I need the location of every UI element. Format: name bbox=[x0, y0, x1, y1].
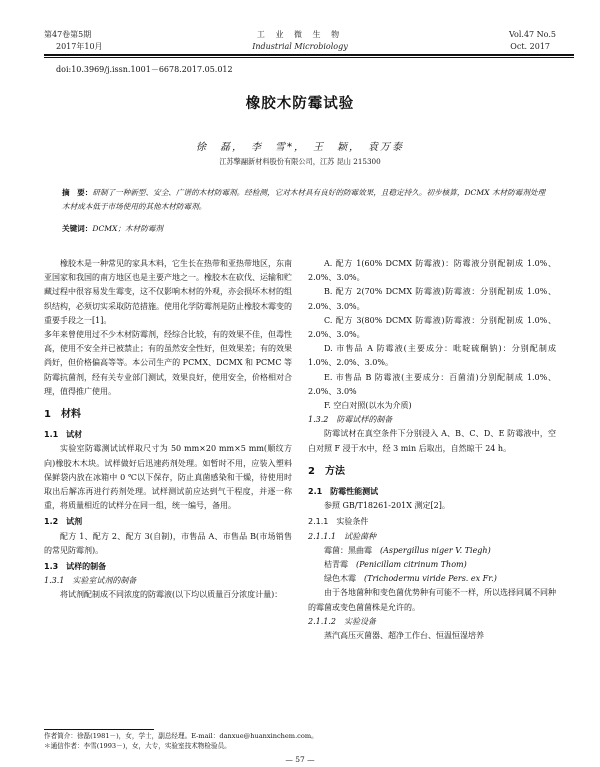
paragraph-strain-note: 由于各地菌种和变色菌优势种有可能不一样，所以选择同属不同种的霉菌或变色菌菌株是允许的。 bbox=[308, 588, 556, 612]
footnote-corresponding: ＊通信作者：李雪(1993－)，女，大专，实验室技术物检验员。 bbox=[44, 742, 231, 750]
keywords-label: 关键词： bbox=[62, 224, 93, 233]
mold-strain-1 bbox=[308, 544, 556, 558]
left-column bbox=[44, 257, 292, 603]
mold-strain-2-latin: (Penicillam citrinum Thom) bbox=[356, 560, 467, 570]
right-column bbox=[308, 257, 556, 643]
subsection-heading-2-1: 2.1 防霉性能测试 bbox=[308, 487, 379, 497]
formula-item-d: D. 市售品 A 防霉液(主要成分：吡啶硫酮钠)：分别配制成 1.0%、2.0%、3.0%。 bbox=[308, 344, 556, 368]
abstract bbox=[62, 186, 552, 214]
subsection-heading-1-3-2: 1.3.2 防霉试样的制备 bbox=[308, 415, 393, 425]
header-rule bbox=[44, 54, 574, 56]
affiliation: 江苏擎翮新材料股份有限公司，江苏 昆山 215300 bbox=[219, 157, 381, 166]
header-journal-cn: 工 业 微 生 物 bbox=[256, 30, 344, 39]
paragraph-equipment: 蒸汽高压灭菌器、超净工作台、恒温恒湿培养 bbox=[324, 631, 484, 641]
formula-item-a: A. 配方 1(60% DCMX 防霉液)：防霉液分别配制成 1.0%、2.0%、3.0%。 bbox=[308, 259, 556, 283]
subsection-heading-2-1-1: 2.1.1 实验条件 bbox=[308, 517, 369, 527]
keywords bbox=[62, 223, 552, 234]
paragraph-1-3-2: 防霉试材在真空条件下分别浸入 A、B、C、D、E 防霉液中，空白对照 F 浸于水中，经 3 min 后取出，自然晾干 24 h。 bbox=[308, 429, 556, 453]
header-date-cn: 2017年10月 bbox=[56, 42, 103, 51]
mold-strain-2-name: 桔青霉 bbox=[324, 560, 348, 570]
subsection-heading-2-1-1-1: 2.1.1.1 试验菌种 bbox=[308, 531, 376, 541]
paragraph-1-3-1: 将试剂配制成不同浓度的防霉液(以下均以质量百分浓度计量)： bbox=[60, 590, 283, 600]
subsection-heading-1-3: 1.3 试样的制备 bbox=[44, 562, 107, 572]
formula-item-e: E. 市售品 B 防霉液(主要成分：百菌清)分别配制成 1.0%、2.0%、3.0% bbox=[308, 372, 556, 396]
formula-item-f: F. 空白对照(以水为介质) bbox=[324, 401, 412, 411]
formula-item-b: B. 配方 2(70% DCMX 防霉液)防霉液：分别配制成 1.0%、2.0%、3.0%。 bbox=[308, 287, 556, 311]
mold-strain-1-name: 霉菌：黑曲霉 bbox=[324, 545, 372, 555]
subsection-heading-1-2: 1.2 试剂 bbox=[44, 517, 83, 527]
header-date-en: Oct. 2017 bbox=[510, 42, 550, 51]
abstract-label: 摘 要： bbox=[62, 188, 93, 197]
subsection-heading-1-1: 1.1 试材 bbox=[44, 430, 83, 440]
paragraph-2-1: 参照 GB/T18261-201X 测定[2]。 bbox=[324, 501, 450, 511]
intro-paragraph-1: 橡胶木是一种常见的家具木料，它生长在热带和亚热带地区，东南亚国家和我国的南方地区也是主要产地之一。橡胶木在砍伐、运输和贮藏过程中很容易发生霉变，这不仅影响木材的外观，亦会损坏木材的组织结构，必须切实采取防范措施。使用化学防霉剂是防止橡胶木霉变的重要手段之一[1]。 bbox=[44, 259, 292, 325]
paragraph-1-1: 实验室防霉测试试样取尺寸为 50 mm×20 mm×5 mm(顺纹方向)橡胶木木块。试样做好后迅速药剂处理。如暂时不用，应装入塑料保鲜袋内放在冰箱中 0 ℃以下保存，防止真菌感染和干燥，待使用时取出后解冻再进行药剂处理。试样测试前应达到气干程度，并逐一称重，将质量相近的试样分在同一组，统一编号，备用。 bbox=[44, 444, 292, 511]
header-volume-cn: 第47卷第5期 bbox=[44, 30, 92, 39]
section-heading-methods: 2 方法 bbox=[308, 465, 345, 477]
subsection-heading-1-3-1: 1.3.1 实验室试剂的制备 bbox=[44, 576, 137, 586]
abstract-text: 研制了一种新型、安全、广谱的木材防霉剂。经检测，它对木材具有良好的防霉效果，且稳定持久。初步核算，DCMX 木材防霉剂处理木材成本低于市场使用的其他木材防霉剂。 bbox=[62, 188, 546, 211]
section-heading-materials: 1 材料 bbox=[44, 409, 81, 421]
mold-strain-3-latin: (Trichodermu viride Pers. ex Fr.) bbox=[364, 574, 497, 584]
mold-strain-1-latin: (Aspergillus niger V. Tiegh) bbox=[380, 545, 491, 555]
footnote-rule bbox=[44, 729, 154, 730]
subsection-heading-2-1-1-2: 2.1.1.2 实验设备 bbox=[308, 616, 376, 626]
mold-strain-3-name: 绿色木霉 bbox=[324, 574, 356, 584]
intro-paragraph-2: 多年来曾使用过不少木材防霉剂，经综合比较，有的效果不佳，但毒性高，使用不安全并已被禁止；有的虽然安全性好，但效果差；有的效果尚好，但价格偏高等等。本公司生产的 PCMX、DCMX 和 PCMC 等防霉抗菌剂，经有关专业部门测试，效果良好，使用安全，价格相对合理，值得推广使用。 bbox=[44, 330, 292, 396]
footnote-author: 作者简介：徐磊(1981－)，女，学士，副总经理。E-mail：danxue@huanxinchem.com。 bbox=[44, 732, 318, 740]
mold-strain-2 bbox=[308, 558, 556, 572]
header-rule-thin bbox=[44, 57, 574, 58]
authors: 徐 磊， 李 雪*， 王 颖， 袁万泰 bbox=[196, 142, 404, 153]
mold-strain-3 bbox=[308, 572, 556, 586]
header-volume-en: Vol.47 No.5 bbox=[509, 30, 556, 39]
page-number: — 57 — bbox=[285, 755, 315, 764]
header-journal-en: Industrial Microbiology bbox=[252, 42, 348, 51]
keywords-text: DCMX；木材防霉剂 bbox=[92, 224, 164, 233]
article-title: 橡胶木防霉试验 bbox=[245, 96, 355, 112]
formula-item-c: C. 配方 3(80% DCMX 防霉液)防霉液：分别配制成 1.0%、2.0%、3.0%。 bbox=[308, 315, 556, 340]
doi: doi:10.3969/j.issn.1001－6678.2017.05.012 bbox=[56, 65, 233, 74]
paragraph-1-2: 配方 1、配方 2、配方 3(自制)，市售品 A、市售品 B(市场销售的常见防霉剂)。 bbox=[44, 531, 292, 555]
footnotes bbox=[44, 731, 344, 751]
